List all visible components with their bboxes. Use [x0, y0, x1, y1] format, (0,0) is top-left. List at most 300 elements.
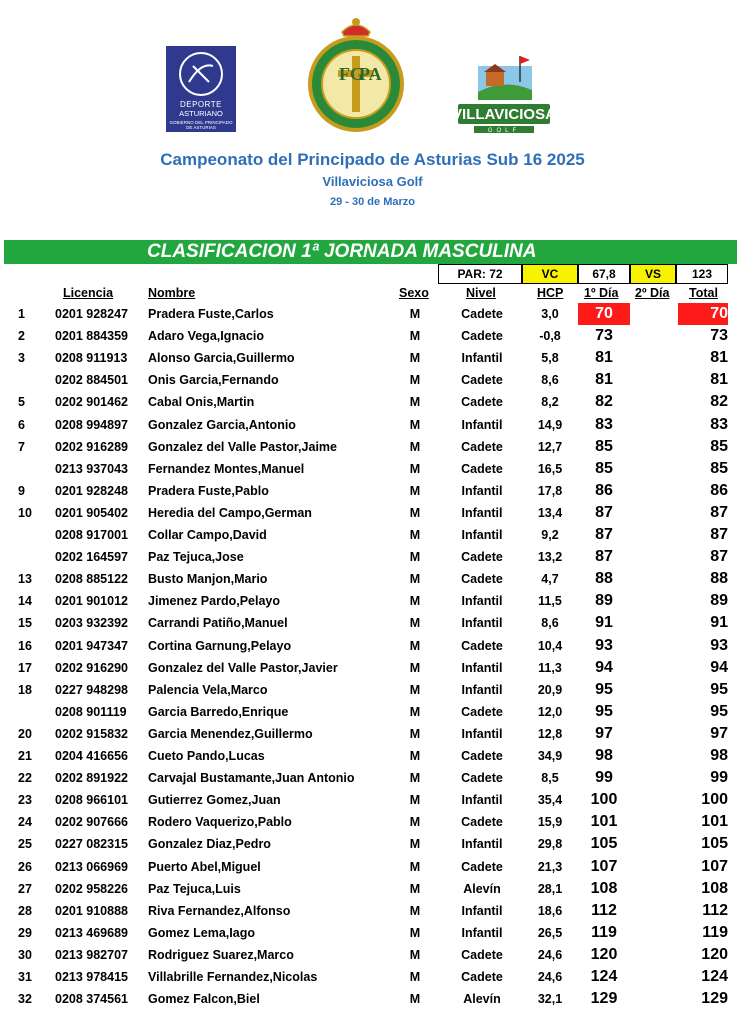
cell-name: Carrandi Patiño,Manuel	[148, 616, 288, 631]
cell-pos: 10	[18, 505, 32, 520]
cell-name: Riva Fernandez,Alfonso	[148, 903, 291, 918]
cell-lic: 0227 948298	[55, 682, 128, 697]
cell-nivel: Cadete	[461, 771, 503, 786]
deporte-logo-line3: GOBIERNO DEL PRINCIPADO DE ASTURIAS	[169, 120, 233, 130]
cell-sexo: M	[409, 616, 421, 631]
deporte-logo-line1: DEPORTE	[179, 100, 223, 109]
cell-total: 129	[701, 990, 728, 1008]
cell-sexo: M	[409, 771, 421, 786]
cell-d2	[632, 347, 676, 369]
cell-name: Gonzalez Diaz,Pedro	[148, 837, 271, 852]
cell-nivel: Cadete	[461, 395, 503, 410]
table-row	[0, 856, 745, 878]
cell-total: 97	[710, 724, 728, 742]
cell-sexo: M	[409, 682, 421, 697]
section-banner	[4, 240, 737, 264]
cell-d2	[632, 590, 676, 612]
cell-sexo: M	[409, 704, 421, 719]
cell-nivel: Cadete	[461, 638, 503, 653]
cell-d1: 99	[595, 769, 613, 787]
cell-lic: 0208 374561	[55, 992, 128, 1007]
cell-d2	[632, 502, 676, 524]
cell-nivel: Cadete	[461, 329, 503, 344]
deporte-emblem-icon	[179, 52, 223, 96]
col-header-dia2: 2º Día	[635, 286, 670, 300]
table-row	[0, 458, 745, 480]
cell-nivel: Cadete	[461, 572, 503, 587]
cell-pos: 6	[18, 417, 25, 432]
cell-nivel: Infantil	[461, 793, 503, 808]
table-row	[0, 988, 745, 1010]
table-row	[0, 723, 745, 745]
cell-name: Rodriguez Suarez,Marco	[148, 947, 294, 962]
table-row	[0, 789, 745, 811]
cell-sexo: M	[409, 550, 421, 565]
cell-nivel: Infantil	[461, 483, 503, 498]
cell-lic: 0202 891922	[55, 771, 128, 786]
cell-total: 105	[701, 835, 728, 853]
table-row	[0, 414, 745, 436]
cell-d2	[632, 856, 676, 878]
cell-pos: 32	[18, 992, 32, 1007]
table-row	[0, 546, 745, 568]
cell-sexo: M	[409, 351, 421, 366]
cell-hcp: 26,5	[537, 925, 563, 940]
deporte-asturiano-logo	[166, 46, 236, 132]
cell-total: 101	[701, 813, 728, 831]
cell-d2	[632, 745, 676, 767]
cell-name: Villabrille Fernandez,Nicolas	[148, 970, 318, 984]
villaviciosa-logo-sub: GOLF	[487, 128, 521, 134]
cell-total: 95	[710, 702, 728, 720]
cell-name: Garcia Barredo,Enrique	[148, 704, 289, 719]
cell-total: 81	[710, 349, 728, 367]
cell-name: Alonso Garcia,Guillermo	[148, 351, 295, 366]
cell-pos: 3	[18, 351, 25, 366]
cell-d1: 112	[591, 901, 617, 919]
cell-name: Paz Tejuca,Jose	[148, 550, 244, 565]
cell-nivel: Infantil	[461, 925, 503, 940]
cell-sexo: M	[409, 793, 421, 808]
cell-total: 89	[710, 592, 728, 610]
cell-pos: 17	[18, 660, 32, 675]
cell-pos: 7	[18, 439, 25, 454]
cell-lic: 0213 978415	[55, 970, 128, 984]
table-row	[0, 391, 745, 413]
cell-d1: 85	[595, 459, 613, 477]
table-row	[0, 811, 745, 833]
cell-d2	[632, 833, 676, 855]
cell-nivel: Cadete	[461, 859, 503, 874]
cell-d2	[632, 436, 676, 458]
cell-d2	[632, 524, 676, 546]
cell-lic: 0208 994897	[55, 417, 128, 432]
cell-lic: 0213 937043	[55, 461, 128, 476]
cell-sexo: M	[409, 881, 421, 896]
cell-sexo: M	[409, 395, 421, 410]
cell-hcp: 20,9	[537, 682, 563, 697]
cell-d2	[632, 414, 676, 436]
cell-d1: 73	[595, 327, 613, 345]
cell-d2	[632, 568, 676, 590]
cell-hcp: 4,7	[541, 572, 559, 587]
cell-d1: 81	[595, 349, 613, 367]
cell-sexo: M	[409, 461, 421, 476]
cell-nivel: Infantil	[461, 351, 503, 366]
cell-pos: 25	[18, 837, 32, 852]
cell-total: 91	[710, 614, 728, 632]
cell-d2	[632, 325, 676, 347]
cell-sexo: M	[409, 483, 421, 498]
cell-d1: 107	[590, 857, 618, 875]
cell-d2	[632, 723, 676, 745]
cell-pos: 23	[18, 793, 32, 808]
cell-d1: 98	[595, 747, 613, 764]
cell-d1: 86	[595, 481, 613, 499]
cell-hcp: 32,1	[537, 992, 563, 1007]
cell-d2	[632, 966, 676, 988]
cell-d2	[632, 878, 676, 900]
cell-hcp: 34,9	[537, 749, 563, 763]
cell-hcp: 11,5	[538, 594, 562, 609]
cell-d2	[632, 701, 676, 723]
cell-total: 120	[701, 945, 728, 963]
cell-sexo: M	[409, 329, 421, 344]
cell-nivel: Infantil	[461, 682, 503, 697]
cell-sexo: M	[409, 859, 421, 874]
cell-lic: 0202 907666	[55, 815, 128, 830]
cell-name: Pradera Fuste,Carlos	[148, 307, 274, 321]
cell-total: 124	[701, 968, 728, 985]
cell-name: Adaro Vega,Ignacio	[148, 329, 265, 344]
cell-hcp: 24,6	[537, 970, 563, 984]
cell-d1: 93	[595, 636, 613, 654]
cell-hcp: 12,0	[537, 704, 563, 719]
cell-hcp: 8,6	[541, 373, 559, 388]
cell-d1: 91	[595, 614, 613, 632]
cell-sexo: M	[409, 307, 421, 321]
cell-d1: 87	[595, 526, 613, 543]
cell-d1: 85	[595, 437, 613, 455]
cell-name: Paz Tejuca,Luis	[148, 881, 241, 896]
cell-total: 83	[710, 415, 728, 433]
cell-sexo: M	[409, 992, 421, 1007]
cell-hcp: 29,8	[537, 837, 563, 852]
cell-nivel: Cadete	[461, 947, 503, 962]
cell-hcp: 8,5	[541, 771, 559, 786]
cell-d2	[632, 546, 676, 568]
cell-hcp: 8,6	[541, 616, 559, 631]
cell-d2	[632, 767, 676, 789]
cell-name: Cueto Pando,Lucas	[148, 749, 265, 763]
cell-pos: 28	[18, 903, 32, 918]
cell-pos	[18, 458, 38, 480]
table-row	[0, 922, 745, 944]
cell-total: 87	[710, 548, 728, 566]
cell-total: 112	[702, 901, 728, 919]
cell-total: 94	[710, 658, 728, 676]
cell-total: 85	[710, 459, 728, 477]
cell-d1: 95	[595, 680, 613, 698]
cell-total: 82	[710, 393, 728, 411]
cell-name: Puerto Abel,Miguel	[148, 859, 261, 874]
fgpa-crest-logo	[302, 14, 410, 134]
deporte-logo-line2: ASTURIANO	[179, 109, 223, 118]
col-header-hcp: HCP	[537, 286, 564, 300]
cell-d1: 89	[595, 592, 613, 610]
par-box: PAR: 72	[438, 264, 522, 284]
cell-pos: 16	[18, 638, 32, 653]
table-row	[0, 325, 745, 347]
cell-total: 73	[710, 327, 728, 345]
cell-sexo: M	[409, 528, 421, 542]
cell-pos	[18, 369, 38, 391]
cell-hcp: 21,3	[537, 859, 563, 874]
cell-lic: 0208 901119	[55, 704, 127, 719]
cell-nivel: Infantil	[461, 528, 503, 542]
col-header-nivel: Nivel	[466, 286, 496, 300]
cell-d1: 105	[590, 835, 618, 853]
cell-total: 119	[702, 923, 728, 941]
cell-total: 87	[710, 503, 728, 521]
table-row	[0, 944, 745, 966]
cell-hcp: 13,4	[537, 505, 563, 520]
cell-total: 88	[710, 570, 728, 588]
table-row	[0, 480, 745, 502]
cell-d2	[632, 811, 676, 833]
cell-d2	[632, 612, 676, 634]
cell-total: 98	[710, 747, 728, 764]
cell-pos: 18	[18, 682, 32, 697]
cell-pos: 27	[18, 881, 32, 896]
cell-lic: 0202 916289	[55, 439, 128, 454]
cell-nivel: Alevín	[463, 992, 501, 1007]
cell-hcp: 24,6	[537, 947, 563, 962]
svg-text:PA: PA	[359, 64, 382, 84]
table-row	[0, 878, 745, 900]
cell-hcp: 28,1	[537, 881, 563, 896]
cell-hcp: 11,3	[538, 660, 562, 675]
cell-nivel: Cadete	[461, 704, 503, 719]
event-dates: 29 - 30 de Marzo	[330, 196, 415, 208]
cell-sexo: M	[409, 594, 421, 609]
cell-d2	[632, 480, 676, 502]
table-row	[0, 701, 745, 723]
cell-nivel: Cadete	[461, 749, 503, 763]
cell-hcp: 13,2	[537, 550, 563, 565]
cell-sexo: M	[409, 660, 421, 675]
cell-hcp: 14,9	[537, 417, 563, 432]
table-row	[0, 568, 745, 590]
table-row	[0, 303, 745, 325]
cell-sexo: M	[409, 815, 421, 830]
cell-name: Cabal Onis,Martin	[148, 395, 255, 410]
cell-sexo: M	[409, 925, 421, 940]
cell-lic: 0202 916290	[55, 660, 128, 675]
cell-total: 70	[678, 303, 728, 325]
table-row	[0, 679, 745, 701]
cell-hcp: -0,8	[539, 329, 561, 344]
cell-pos: 29	[18, 925, 32, 940]
cell-lic: 0203 932392	[55, 616, 128, 631]
cell-nivel: Cadete	[461, 439, 503, 454]
cell-lic: 0201 928247	[55, 307, 128, 321]
cell-d1: 87	[595, 548, 613, 566]
cell-name: Collar Campo,David	[148, 528, 267, 542]
cell-name: Rodero Vaquerizo,Pablo	[148, 815, 292, 830]
table-row	[0, 767, 745, 789]
cell-sexo: M	[409, 726, 421, 741]
cell-sexo: M	[409, 505, 421, 520]
cell-hcp: 3,0	[541, 307, 559, 321]
cell-lic: 0204 416656	[55, 749, 128, 763]
cell-name: Pradera Fuste,Pablo	[148, 483, 269, 498]
cell-d1: 124	[590, 968, 618, 985]
table-row	[0, 612, 745, 634]
cell-pos	[18, 524, 38, 546]
cell-d1: 88	[595, 570, 613, 588]
cell-d2	[632, 988, 676, 1010]
cell-pos	[18, 701, 38, 723]
villaviciosa-logo-name: VILLAVICIOSA	[456, 106, 552, 123]
cell-hcp: 8,2	[541, 395, 559, 410]
col-header-licencia: Licencia	[63, 286, 114, 300]
table-row	[0, 347, 745, 369]
cell-pos: 31	[18, 970, 32, 984]
table-row	[0, 657, 745, 679]
cell-name: Gomez Lema,Iago	[148, 925, 255, 940]
col-header-dia1: 1º Día	[584, 286, 619, 300]
cell-nivel: Infantil	[461, 417, 503, 432]
vc-value-box: 67,8	[578, 264, 630, 284]
cell-name: Onis Garcia,Fernando	[148, 373, 279, 388]
vs-value-box: 123	[676, 264, 728, 284]
cell-lic: 0208 966101	[55, 793, 128, 808]
cell-d1: 70	[578, 303, 630, 325]
cell-d1: 100	[590, 791, 618, 809]
cell-hcp: 10,4	[537, 638, 563, 653]
cell-lic: 0202 958226	[55, 881, 128, 896]
cell-name: Cortina Garnung,Pelayo	[148, 638, 292, 653]
cell-lic: 0227 082315	[55, 837, 128, 852]
cell-name: Garcia Menendez,Guillermo	[148, 726, 313, 741]
cell-hcp: 12,7	[537, 439, 563, 454]
cell-pos: 14	[18, 594, 32, 609]
cell-name: Gonzalez del Valle Pastor,Javier	[148, 660, 338, 675]
table-row	[0, 524, 745, 546]
cell-pos: 15	[18, 616, 32, 631]
svg-text:FG: FG	[339, 64, 364, 84]
cell-name: Carvajal Bustamante,Juan Antonio	[148, 771, 355, 786]
cell-d2	[632, 789, 676, 811]
col-header-nombre: Nombre	[148, 286, 196, 300]
cell-lic: 0201 905402	[55, 505, 128, 520]
cell-name: Gutierrez Gomez,Juan	[148, 793, 281, 808]
cell-d2	[632, 944, 676, 966]
cell-total: 93	[710, 636, 728, 654]
cell-d1: 95	[595, 702, 613, 720]
cell-d1: 83	[595, 415, 613, 433]
cell-d1: 129	[590, 990, 618, 1008]
cell-pos: 30	[18, 947, 32, 962]
cell-nivel: Infantil	[461, 837, 503, 852]
cell-total: 108	[701, 879, 728, 897]
cell-nivel: Cadete	[461, 970, 503, 984]
table-row	[0, 833, 745, 855]
cell-lic: 0201 928248	[55, 483, 128, 498]
cell-sexo: M	[409, 373, 421, 388]
cell-sexo: M	[409, 947, 421, 962]
cell-nivel: Infantil	[461, 726, 503, 741]
cell-d2	[632, 458, 676, 480]
cell-pos: 26	[18, 859, 32, 874]
table-row	[0, 745, 745, 767]
cell-sexo: M	[409, 903, 421, 918]
cell-lic: 0208 917001	[55, 528, 128, 542]
cell-pos: 24	[18, 815, 32, 830]
cell-nivel: Infantil	[461, 505, 503, 520]
vs-label-box: VS	[630, 264, 676, 284]
cell-nivel: Cadete	[461, 550, 503, 565]
cell-lic: 0208 885122	[55, 572, 128, 587]
cell-total: 81	[710, 371, 728, 389]
table-row	[0, 502, 745, 524]
cell-hcp: 18,6	[537, 903, 563, 918]
cell-name: Fernandez Montes,Manuel	[148, 461, 305, 476]
cell-pos	[18, 546, 38, 568]
cell-sexo: M	[409, 749, 421, 763]
table-row	[0, 590, 745, 612]
cell-d2	[632, 635, 676, 657]
cell-sexo: M	[409, 837, 421, 852]
cell-total: 99	[710, 769, 728, 787]
cell-sexo: M	[409, 572, 421, 587]
cell-sexo: M	[409, 417, 421, 432]
cell-name: Jimenez Pardo,Pelayo	[148, 594, 281, 609]
cell-nivel: Alevín	[463, 881, 501, 896]
cell-d1: 94	[595, 658, 613, 676]
cell-lic: 0202 901462	[55, 395, 128, 410]
cell-d2	[632, 900, 676, 922]
table-row	[0, 635, 745, 657]
cell-pos: 21	[18, 749, 32, 763]
page-title: Campeonato del Principado de Asturias Sub 16 2025	[160, 150, 585, 169]
cell-total: 95	[710, 680, 728, 698]
vc-label-box: VC	[522, 264, 578, 284]
cell-nivel: Cadete	[461, 307, 503, 321]
table-row	[0, 900, 745, 922]
cell-hcp: 5,8	[541, 351, 559, 366]
cell-nivel: Infantil	[461, 903, 503, 918]
cell-lic: 0202 915832	[55, 726, 128, 741]
cell-nivel: Cadete	[461, 461, 503, 476]
cell-pos: 22	[18, 771, 32, 786]
cell-nivel: Cadete	[461, 815, 503, 830]
cell-nivel: Infantil	[461, 594, 503, 609]
cell-d1: 119	[591, 923, 617, 941]
cell-d1: 101	[590, 813, 618, 831]
logo-strip	[0, 14, 745, 134]
cell-lic: 0202 884501	[55, 373, 128, 388]
cell-name: Busto Manjon,Mario	[148, 572, 268, 587]
cell-lic: 0201 910888	[55, 903, 128, 918]
cell-sexo: M	[409, 970, 421, 984]
cell-lic: 0208 911913	[55, 351, 128, 366]
cell-d1: 87	[595, 503, 613, 521]
cell-name: Gonzalez Garcia,Antonio	[148, 417, 296, 432]
cell-pos: 13	[18, 572, 32, 587]
villaviciosa-golf-logo	[456, 42, 552, 134]
